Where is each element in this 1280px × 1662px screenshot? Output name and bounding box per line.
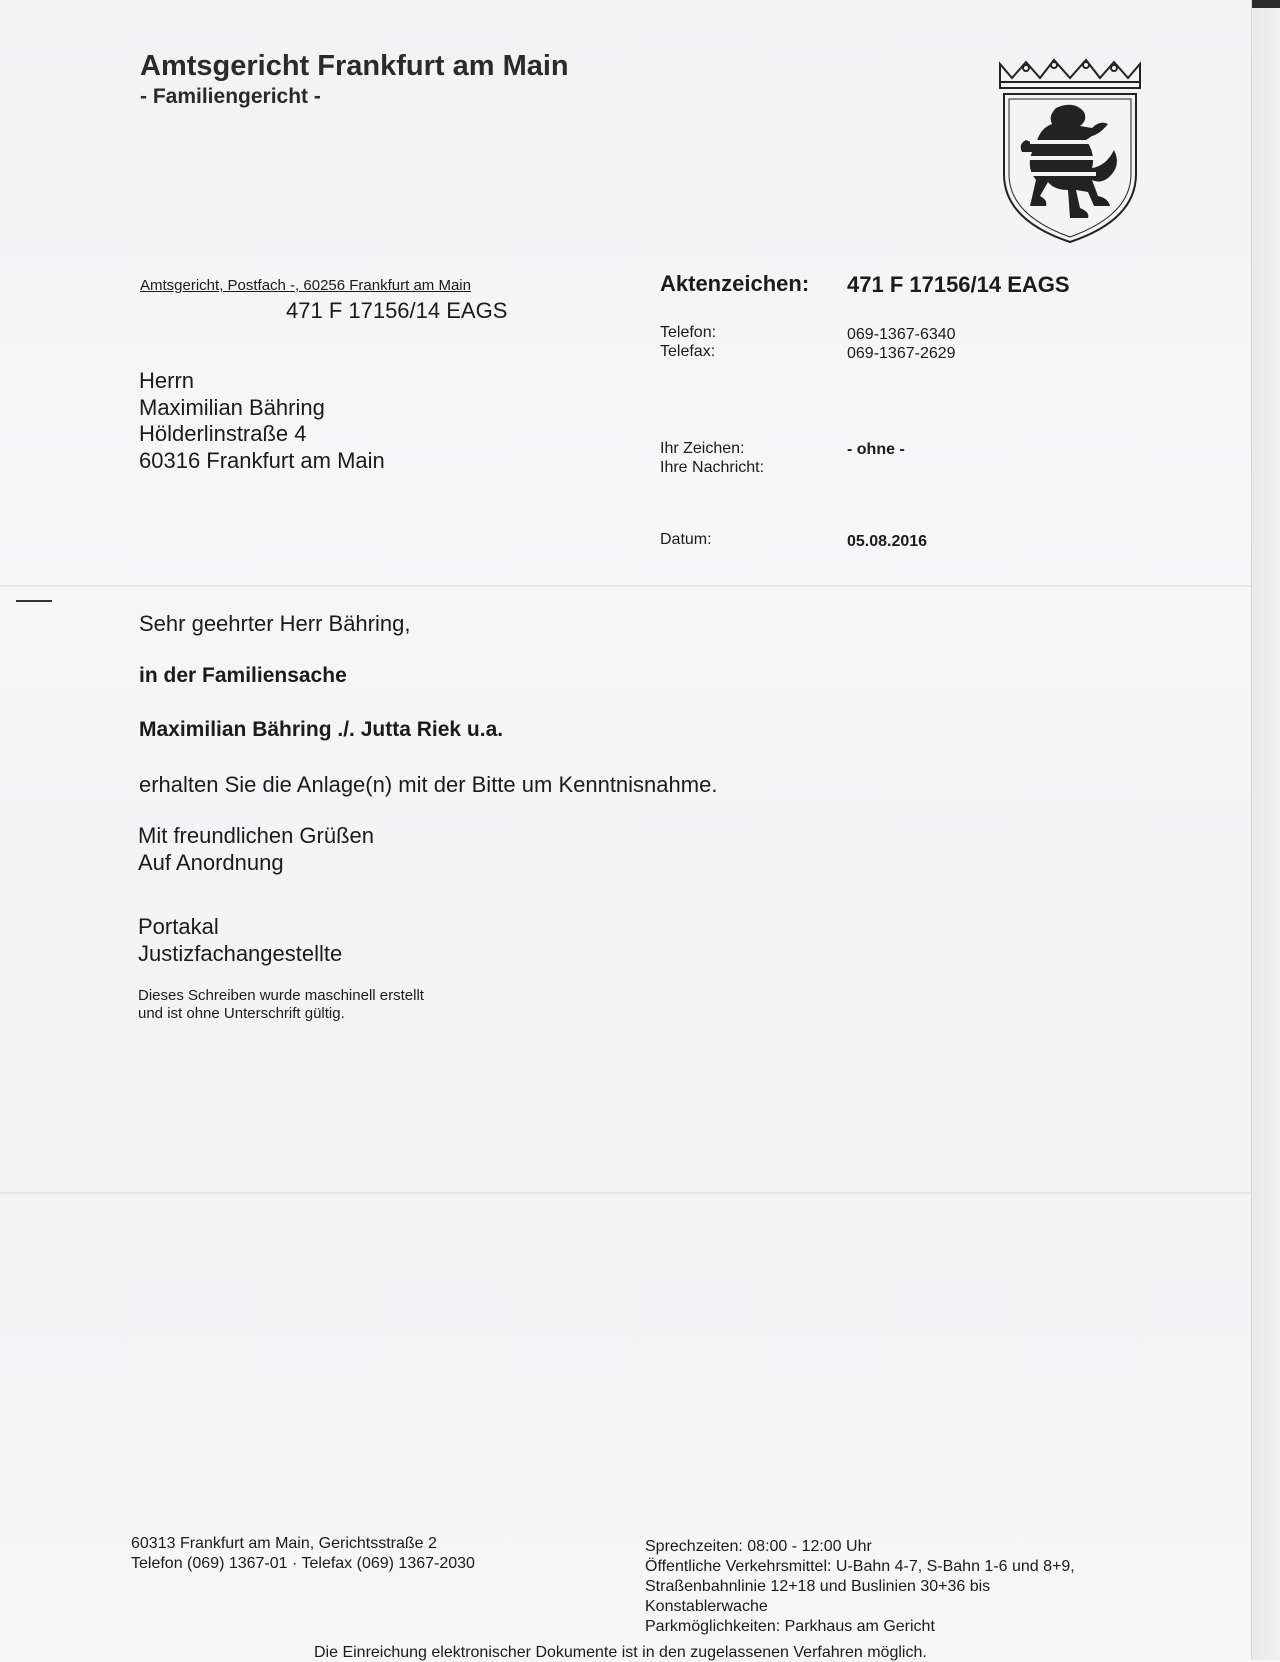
telefon-value: 069-1367-6340	[847, 326, 956, 343]
aktenzeichen-value: 471 F 17156/14 EAGS	[847, 272, 1070, 297]
closing-line-2: Auf Anordnung	[138, 850, 284, 875]
footer-address: 60313 Frankfurt am Main, Gerichtsstraße 2	[131, 1535, 437, 1552]
ihr-zeichen-label: Ihr Zeichen:	[660, 440, 745, 457]
ihre-nachricht-label: Ihre Nachricht:	[660, 459, 765, 476]
scan-edge	[1251, 0, 1280, 1660]
letter-salutation: Sehr geehrter Herr Bähring,	[139, 611, 411, 636]
aktenzeichen-label: Aktenzeichen:	[660, 271, 810, 296]
court-division: - Familiengericht -	[140, 85, 321, 108]
recipient-title: Herrn	[139, 368, 195, 393]
machine-note-2: und ist ohne Unterschrift gültig.	[138, 1005, 345, 1022]
recipient-name: Maximilian Bähring	[139, 395, 325, 420]
closing-line-1: Mit freundlichen Grüßen	[138, 823, 374, 848]
footer-transport-3: Konstablerwache	[645, 1598, 768, 1615]
footer-transport-1: Öffentliche Verkehrsmittel: U-Bahn 4-7, S-Bahn 1-6 und 8+9,	[645, 1558, 1075, 1575]
ihr-zeichen-value: - ohne -	[847, 441, 905, 458]
paper-fold-lower	[0, 1192, 1252, 1194]
telefax-label: Telefax:	[660, 343, 716, 360]
recipient-street: Hölderlinstraße 4	[139, 421, 307, 446]
hesse-lion-crest-icon	[996, 56, 1144, 244]
telefax-value: 069-1367-2629	[847, 345, 956, 362]
footer-transport-2: Straßenbahnlinie 12+18 und Buslinien 30+36 bis	[645, 1578, 991, 1595]
datum-label: Datum:	[660, 531, 712, 548]
recipient-city: 60316 Frankfurt am Main	[139, 448, 385, 473]
court-name: Amtsgericht Frankfurt am Main	[140, 50, 569, 82]
case-intro: in der Familiensache	[139, 664, 347, 687]
case-parties: Maximilian Bähring ./. Jutta Riek u.a.	[139, 718, 504, 741]
return-address: Amtsgericht, Postfach -, 60256 Frankfurt am Main	[140, 277, 471, 294]
scan-corner	[1252, 0, 1280, 8]
footer-phone: Telefon (069) 1367-01 · Telefax (069) 1367-2030	[131, 1555, 475, 1572]
machine-note-1: Dieses Schreiben wurde maschinell erstellt	[138, 987, 424, 1004]
signer-name: Portakal	[138, 914, 219, 939]
footer-hours: Sprechzeiten: 08:00 - 12:00 Uhr	[645, 1538, 872, 1555]
paper-fold-upper	[0, 585, 1252, 587]
fold-mark	[16, 600, 52, 602]
telefon-label: Telefon:	[660, 324, 717, 341]
signer-title: Justizfachangestellte	[138, 941, 343, 966]
letter-request: erhalten Sie die Anlage(n) mit der Bitte um Kenntnisnahme.	[139, 772, 718, 797]
datum-value: 05.08.2016	[847, 533, 928, 550]
footer-parking: Parkmöglichkeiten: Parkhaus am Gericht	[645, 1618, 935, 1635]
reference-number: 471 F 17156/14 EAGS	[286, 298, 508, 323]
footer-electronic-note: Die Einreichung elektronischer Dokumente ist in den zugelassenen Verfahren möglich.	[314, 1644, 927, 1661]
